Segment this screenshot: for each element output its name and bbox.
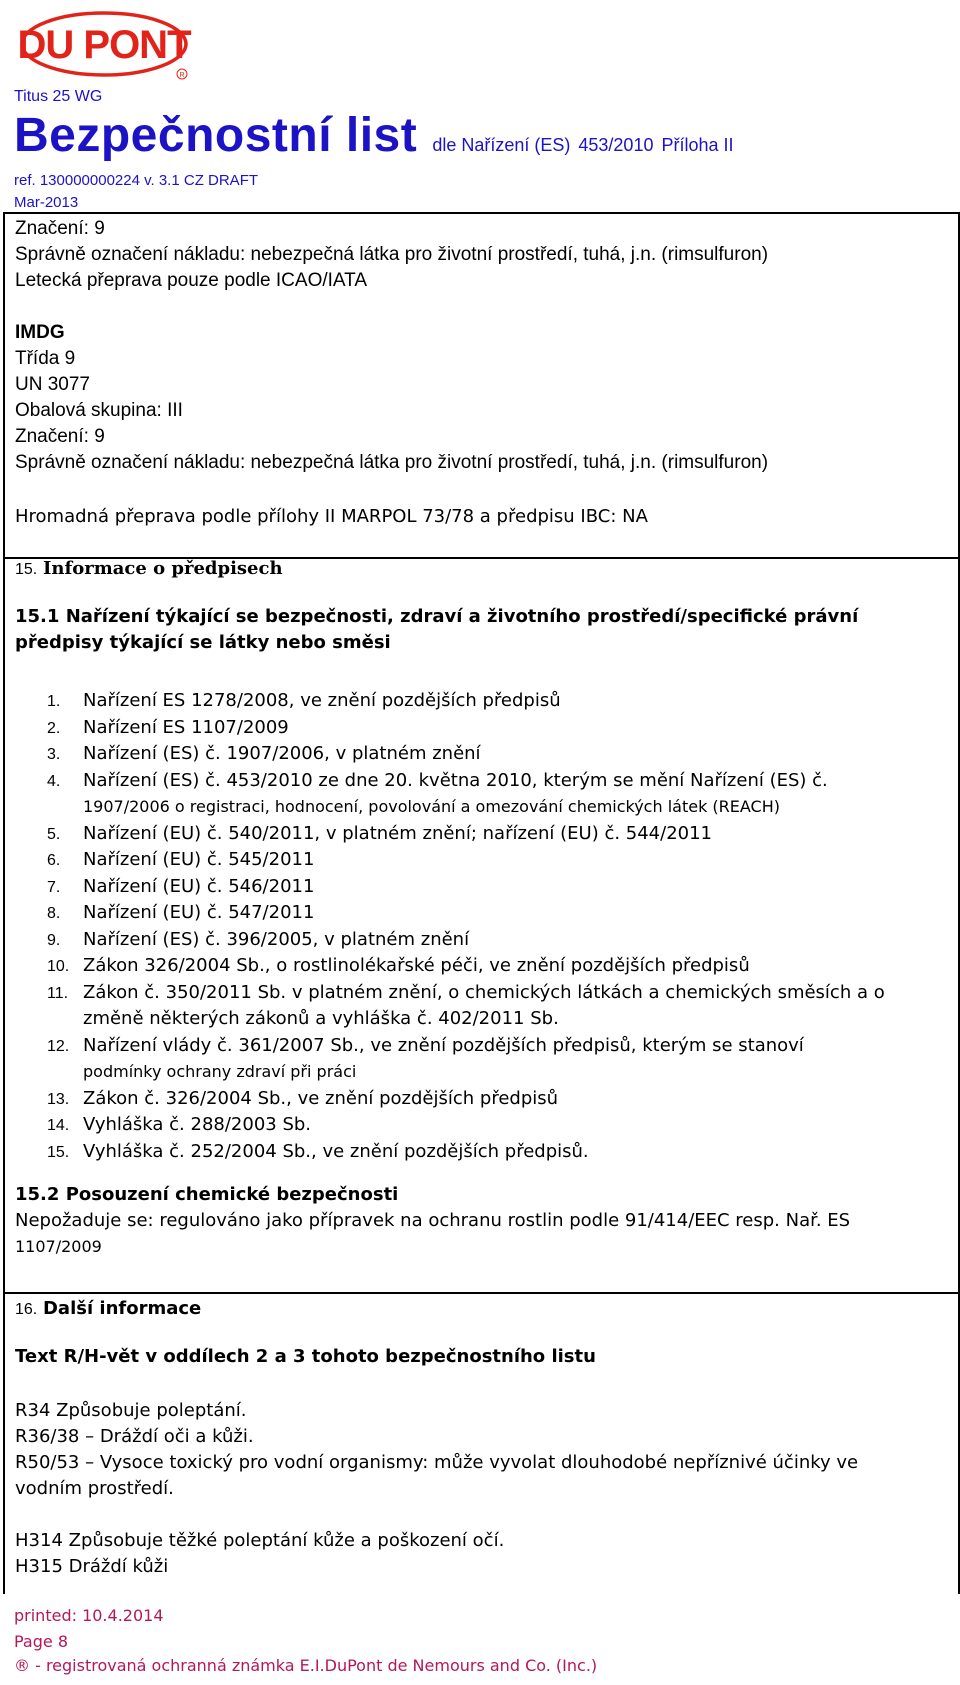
r-phrase: R36/38 – Dráždí oči a kůži.	[15, 1426, 254, 1447]
regulation-item-text: Nařízení (EU) č. 545/2011	[83, 849, 315, 870]
marking-text: Značení: 9	[15, 218, 105, 239]
regulation-item	[47, 849, 314, 872]
regulation-item-text: Vyhláška č. 252/2004 Sb., ve znění pozdějších předpisů.	[83, 1140, 589, 1162]
regulation-item-number: 1.	[47, 693, 61, 710]
section-number: 15.	[15, 561, 38, 578]
section-title: Informace o předpisech	[42, 558, 283, 579]
section-15	[3, 556, 960, 1294]
regulation-item-number: 11.	[47, 984, 69, 1002]
regulation-item-number: 13.	[47, 1090, 70, 1108]
regulation-item	[47, 1088, 558, 1111]
regulation-item	[47, 1035, 804, 1058]
regulation-item	[47, 1114, 311, 1137]
regulation-item-text: Zákon č. 326/2004 Sb., ve znění pozdějších předpisů	[83, 1087, 559, 1109]
regulation-item	[47, 955, 750, 978]
section-16	[3, 1294, 960, 1594]
regulation-number: 453/2010	[578, 135, 654, 155]
regulation-item-number: 15.	[47, 1143, 70, 1161]
r-phrase-cont: vodním prostředí.	[15, 1478, 174, 1499]
trademark-note: ® - registrovaná ochranná známka E.I.DuPont de Nemours and Co. (Inc.)	[14, 1656, 598, 1675]
regulation-item-text: Nařízení (ES) č. 396/2005, v platném znění	[83, 928, 470, 950]
r-phrase: R50/53 – Vysoce toxický pro vodní organismy: může vyvolat dlouhodobé nepříznivé účinky ve	[15, 1452, 859, 1473]
regulation-item-number: 3.	[47, 746, 61, 763]
regulation-item-number: 8.	[47, 905, 61, 922]
class-text: Třída 9	[15, 348, 76, 369]
regulation-item	[47, 902, 314, 925]
regulation-item-text: Nařízení vlády č. 361/2007 Sb., ve znění pozdějších předpisů, kterým se stanoví	[83, 1034, 804, 1056]
document-title: Bezpečnostní list	[14, 109, 418, 162]
chemical-safety-text: Nepožaduje se: regulováno jako přípravek na ochranu rostlin podle 91/414/EEC resp. Nař. ES	[15, 1210, 851, 1231]
section-16-heading	[15, 1298, 201, 1321]
h-phrase: H315 Dráždí kůži	[15, 1556, 169, 1577]
subsection-title: Posouzení chemické bezpečnosti	[65, 1184, 399, 1205]
regulation-item-number: 10.	[47, 958, 70, 975]
regulation-item-number: 14.	[47, 1117, 70, 1134]
regulation-item	[47, 770, 828, 793]
regulation-item-cont: podmínky ochrany zdraví při práci	[83, 1062, 357, 1081]
bulk-transport-note: Hromadná přeprava podle přílohy II MARPOL 73/78 a předpisu IBC: NA	[15, 506, 648, 527]
regulation-item-text: Nařízení (EU) č. 547/2011	[83, 902, 315, 923]
regulation-item	[47, 743, 481, 766]
chemical-safety-text-cont: 1107/2009	[15, 1237, 102, 1256]
regulation-item-text: Nařízení ES 1278/2008, ve znění pozdějších předpisů	[83, 690, 561, 711]
regulation-item	[47, 717, 289, 740]
subsection-number: 15.1	[15, 606, 60, 627]
regulation-item-number: 4.	[47, 772, 61, 790]
regulation-item-number: 2.	[47, 719, 61, 737]
regulation-item	[47, 929, 469, 952]
section-title: Další informace	[42, 1298, 202, 1319]
section-number: 16.	[15, 1301, 38, 1318]
regulation-item-number: 6.	[47, 852, 61, 869]
subsection-15-1-heading	[15, 606, 858, 628]
document-title-row	[14, 108, 742, 163]
regulation-item-text: Nařízení (ES) č. 453/2010 ze dne 20. května 2010, kterým se mění Nařízení (ES) č.	[83, 769, 828, 791]
regulation-item	[47, 1141, 589, 1164]
regulation-annex: Příloha II	[661, 135, 734, 155]
air-transport-note: Letecká přeprava pouze podle ICAO/IATA	[15, 270, 368, 291]
r-h-phrases-heading: Text R/H-vět v oddílech 2 a 3 tohoto bezpečnostního listu	[15, 1346, 596, 1367]
regulation-item-number: 5.	[47, 825, 61, 843]
regulation-item-text: Zákon 326/2004 Sb., o rostlinolékařské péči, ve znění pozdějších předpisů	[83, 955, 750, 976]
document-date: Mar-2013	[14, 194, 79, 211]
product-name: Titus 25 WG	[14, 88, 103, 105]
document-ref: ref. 130000000224 v. 3.1 CZ DRAFT	[14, 172, 259, 189]
shipping-name: Správně označení nákladu: nebezpečná látka pro životní prostředí, tuhá, j.n. (rimsulfuron)	[15, 244, 769, 265]
page-number: Page 8	[14, 1632, 68, 1651]
r-phrase: R34 Způsobuje poleptání.	[15, 1400, 247, 1421]
regulation-item-text: Nařízení (ES) č. 1907/2006, v platném znění	[83, 743, 481, 764]
regulation-item	[47, 982, 885, 1005]
regulation-ref	[432, 135, 741, 155]
subsection-title-cont: předpisy týkající se látky nebo směsi	[15, 632, 391, 653]
regulation-prefix: dle Nařízení (ES)	[432, 135, 571, 155]
section-15-heading	[15, 558, 283, 581]
regulation-item	[47, 823, 712, 846]
shipping-name: Správně označení nákladu: nebezpečná látka pro životní prostředí, tuhá, j.n. (rimsulfuron)	[15, 452, 769, 473]
regulation-item-text: Nařízení (EU) č. 546/2011	[83, 875, 315, 897]
marking-text: Značení: 9	[15, 426, 105, 447]
regulation-item-text: Nařízení (EU) č. 540/2011, v platném znění; nařízení (EU) č. 544/2011	[83, 822, 713, 844]
regulation-item-number: 12.	[47, 1037, 70, 1055]
packing-group: Obalová skupina: III	[15, 400, 183, 421]
transport-section	[3, 212, 960, 559]
svg-text:R: R	[179, 72, 185, 79]
regulation-item-number: 9.	[47, 931, 61, 949]
subsection-number: 15.2	[15, 1184, 60, 1205]
subsection-15-2-heading	[15, 1184, 398, 1206]
h-phrase: H314 Způsobuje těžké poleptání kůže a poškození očí.	[15, 1530, 505, 1551]
regulation-item-text: Vyhláška č. 288/2003 Sb.	[83, 1114, 312, 1135]
imdg-heading: IMDG	[15, 322, 65, 343]
regulation-item-cont: 1907/2006 o registraci, hodnocení, povolování a omezování chemických látek (REACH)	[83, 797, 780, 816]
printed-date: printed: 10.4.2014	[14, 1606, 164, 1625]
logo-text: DU PONT	[18, 23, 191, 67]
subsection-title: Nařízení týkající se bezpečnosti, zdraví a životního prostředí/specifické právní	[65, 606, 859, 627]
dupont-logo	[18, 8, 193, 83]
regulation-item-cont: změně některých zákonů a vyhláška č. 402/2011 Sb.	[83, 1008, 559, 1029]
regulation-item	[47, 690, 561, 713]
regulation-item-number: 7.	[47, 878, 61, 896]
un-number: UN 3077	[15, 374, 90, 395]
regulation-item-text: Zákon č. 350/2011 Sb. v platném znění, o chemických látkách a chemických směsích a o	[83, 981, 885, 1003]
regulation-item	[47, 876, 314, 899]
regulation-item-text: Nařízení ES 1107/2009	[83, 716, 289, 738]
